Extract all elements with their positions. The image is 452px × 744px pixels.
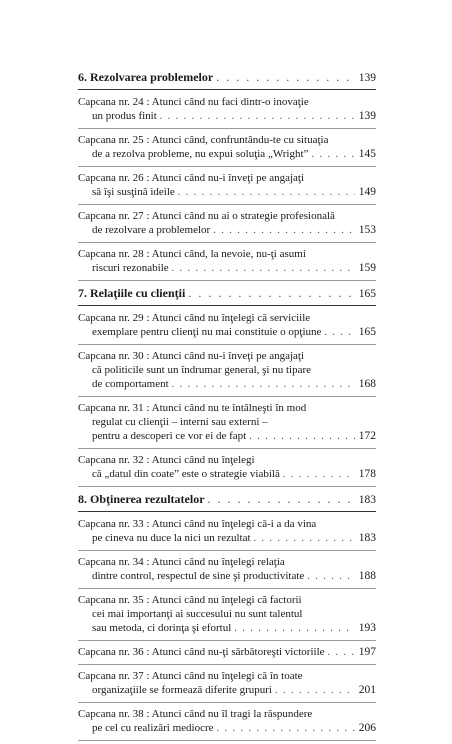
entry-text: Capcana nr. 37 : Atunci când nu înţelegi că în toate <box>78 670 303 682</box>
entry-page: 145 <box>358 148 376 160</box>
entry-text: sau metoda, ci dorinţa şi efortul <box>92 622 232 634</box>
toc-entry[interactable] <box>78 348 376 397</box>
entry-text: de comportament <box>92 378 169 390</box>
entry-line <box>78 453 376 467</box>
entry-page: 193 <box>358 622 376 634</box>
entry-page: 168 <box>358 378 376 390</box>
toc-entry[interactable] <box>78 452 376 487</box>
entry-line <box>78 555 376 569</box>
entry-line <box>78 467 376 482</box>
entry-page: 172 <box>358 430 376 442</box>
entry-text: Capcana nr. 26 : Atunci când nu-i înveţi pe angajaţi <box>78 172 305 184</box>
toc-entry[interactable] <box>78 310 376 345</box>
section-heading[interactable] <box>78 68 376 86</box>
entry-page: 165 <box>358 326 376 338</box>
dot-leader <box>213 224 355 238</box>
entry-page: 197 <box>358 646 376 658</box>
entry-line <box>78 645 376 660</box>
entry-line <box>78 517 376 531</box>
entry-text: Capcana nr. 33 : Atunci când nu înţelegi că-i a da vina <box>78 518 317 530</box>
dot-leader <box>249 430 355 444</box>
toc-entry[interactable] <box>78 668 376 703</box>
entry-line <box>78 133 376 147</box>
entry-line <box>78 593 376 607</box>
dot-leader <box>307 570 355 584</box>
dot-leader <box>172 378 355 392</box>
entry-line <box>78 429 376 444</box>
dot-leader <box>217 722 355 736</box>
entry-text: Capcana nr. 31 : Atunci când nu te întâlneşti în mod <box>78 402 307 414</box>
entry-text: pentru a descoperi ce vor ei de fapt <box>92 430 247 442</box>
toc-entry[interactable] <box>78 516 376 551</box>
entry-line <box>78 209 376 223</box>
toc-entry[interactable] <box>78 592 376 641</box>
toc-entry[interactable] <box>78 94 376 129</box>
entry-line <box>78 607 376 621</box>
section-number: 7. <box>78 286 87 300</box>
entry-text: organizaţiile se formează diferite grupuri <box>92 684 272 696</box>
section-title: Relaţiile cu clienţii <box>90 286 186 300</box>
entry-text: Capcana nr. 32 : Atunci când nu înţelegi <box>78 454 255 466</box>
toc-entry[interactable] <box>78 706 376 741</box>
entry-text: pe cineva nu duce la nici un rezultat <box>92 532 251 544</box>
entry-page: 178 <box>358 468 376 480</box>
entry-line <box>78 669 376 683</box>
section-page: 183 <box>358 494 376 506</box>
entry-text: Capcana nr. 25 : Atunci când, confruntându-te cu situaţia <box>78 134 329 146</box>
entry-line <box>78 147 376 162</box>
dot-leader <box>172 262 355 276</box>
entry-line <box>78 171 376 185</box>
dot-leader <box>311 148 355 162</box>
entry-text: de rezolvare a problemelor <box>92 224 211 236</box>
entry-text: că „datul din coate” este o strategie viabilă <box>92 468 280 480</box>
entry-text: riscuri rezonabile <box>92 262 169 274</box>
section-page: 165 <box>358 288 376 300</box>
dot-leader <box>328 646 355 660</box>
toc-entry[interactable] <box>78 170 376 205</box>
entry-text: exemplare pentru clienţi nu mai constituie o opţiune <box>92 326 322 338</box>
entry-page: 139 <box>358 110 376 122</box>
entry-text: Capcana nr. 30 : Atunci când nu-i înveţi pe angajaţi <box>78 350 305 362</box>
entry-line <box>78 721 376 736</box>
entry-text: Capcana nr. 24 : Atunci când nu faci dintr-o inovaţie <box>78 96 309 108</box>
dot-leader <box>275 684 355 698</box>
entry-line <box>78 95 376 109</box>
toc-entry[interactable] <box>78 208 376 243</box>
entry-text: Capcana nr. 35 : Atunci când nu înţelegi că factorii <box>78 594 302 606</box>
section-page: 139 <box>358 72 376 84</box>
entry-text: Capcana nr. 34 : Atunci când nu înţelegi relaţia <box>78 556 285 568</box>
entry-line <box>78 707 376 721</box>
section-title: Obţinerea rezultatelor <box>90 492 205 506</box>
section-number: 6. <box>78 70 87 84</box>
entry-line <box>78 325 376 340</box>
dot-leader <box>254 532 355 546</box>
entry-text: pe cel cu realizări mediocre <box>92 722 214 734</box>
section-heading[interactable] <box>78 490 376 508</box>
entry-line <box>78 363 376 377</box>
entry-line <box>78 683 376 698</box>
entry-page: 201 <box>358 684 376 696</box>
section-number: 8. <box>78 492 87 506</box>
section-heading[interactable] <box>78 284 376 302</box>
entry-text: Capcana nr. 29 : Atunci când nu înţelegi că serviciile <box>78 312 311 324</box>
entry-text: Capcana nr. 28 : Atunci când, la nevoie, nu-ţi asumi <box>78 248 306 260</box>
section-divider <box>78 305 376 306</box>
dot-leader <box>234 622 355 636</box>
toc-entry[interactable] <box>78 644 376 665</box>
entry-text: Capcana nr. 36 : Atunci când nu-ţi sărbătoreşti victoriile <box>78 646 325 658</box>
entry-line <box>78 531 376 546</box>
entry-line <box>78 415 376 429</box>
entry-page: 206 <box>358 722 376 734</box>
entry-page: 153 <box>358 224 376 236</box>
entry-line <box>78 569 376 584</box>
entry-text: dintre control, respectul de sine şi productivitate <box>92 570 305 582</box>
table-of-contents <box>78 68 376 744</box>
entry-page: 188 <box>358 570 376 582</box>
entry-line <box>78 109 376 124</box>
toc-entry[interactable] <box>78 400 376 449</box>
dot-leader <box>216 68 355 86</box>
entry-line <box>78 185 376 200</box>
dot-leader <box>178 186 355 200</box>
entry-line <box>78 377 376 392</box>
dot-leader <box>324 326 355 340</box>
dot-leader <box>188 284 355 302</box>
entry-page: 159 <box>358 262 376 274</box>
entry-line <box>78 261 376 276</box>
entry-text: Capcana nr. 38 : Atunci când nu îl tragi la răspundere <box>78 708 313 720</box>
entry-text: Capcana nr. 27 : Atunci când nu ai o strategie profesională <box>78 210 335 222</box>
section-divider <box>78 511 376 512</box>
entry-text: că politicile sunt un îndrumar general, şi nu tipare <box>92 364 312 376</box>
entry-text: regulat cu clienţii – interni sau externi – <box>92 416 268 428</box>
entry-line <box>78 223 376 238</box>
toc-entry[interactable] <box>78 246 376 281</box>
entry-text: de a rezolva probleme, nu expui soluţia „Wright” <box>92 148 309 160</box>
entry-line <box>78 401 376 415</box>
section-title: Rezolvarea problemelor <box>90 70 214 84</box>
entry-text: să îşi susţină ideile <box>92 186 175 198</box>
toc-entry[interactable] <box>78 132 376 167</box>
entry-line <box>78 247 376 261</box>
dot-leader <box>160 110 355 124</box>
section-divider <box>78 89 376 90</box>
entry-page: 183 <box>358 532 376 544</box>
entry-page: 149 <box>358 186 376 198</box>
entry-line <box>78 311 376 325</box>
entry-text: un produs finit <box>92 110 157 122</box>
dot-leader <box>283 468 355 482</box>
dot-leader <box>208 490 355 508</box>
entry-text: cei mai importanţi ai succesului nu sunt talentul <box>92 608 303 620</box>
entry-line <box>78 621 376 636</box>
entry-line <box>78 349 376 363</box>
